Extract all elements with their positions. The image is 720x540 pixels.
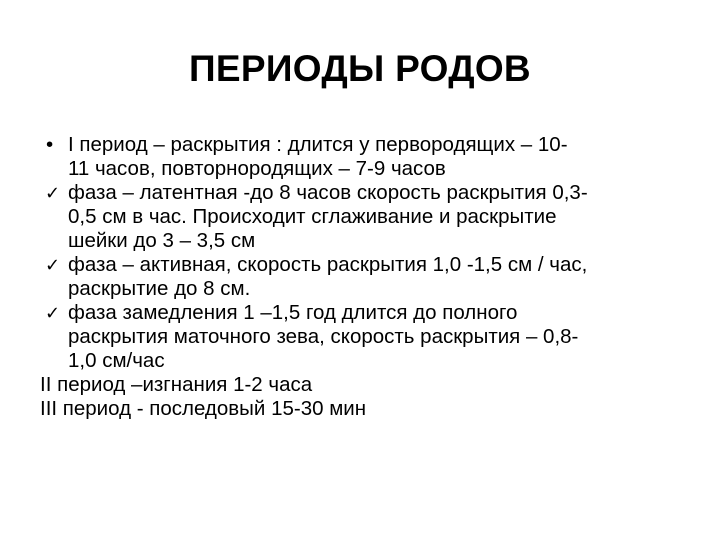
active-phase-line-2: раскрытие до 8 см.	[68, 277, 251, 300]
period-1-item	[40, 133, 702, 181]
period-1-line-2: 11 часов, повторнородящих – 7-9 часов	[68, 157, 446, 180]
period-2-line: II период –изгнания 1-2 часа	[40, 373, 313, 396]
checkmark-icon: ✓	[45, 303, 61, 323]
latent-phase-item	[40, 181, 702, 253]
deceleration-phase-line-1: фаза замедления 1 –1,5 год длится до полного	[68, 301, 518, 324]
period-3-line: III период - последовый 15-30 мин	[40, 397, 367, 420]
deceleration-phase-line-3: 1,0 см/час	[68, 349, 165, 372]
period-1-line-1: I период – раскрытия : длится у первородящих – 10-	[68, 133, 568, 156]
active-phase-item	[40, 253, 702, 301]
active-phase-line-1: фаза – активная, скорость раскрытия 1,0 -1,5 см / час,	[68, 253, 588, 276]
deceleration-phase-item	[40, 301, 702, 373]
bullet-icon: •	[46, 133, 54, 156]
checkmark-icon: ✓	[45, 183, 61, 203]
slide-title: ПЕРИОДЫ РОДОВ	[189, 48, 531, 89]
slide-content	[40, 133, 702, 421]
latent-phase-line-2: 0,5 см в час. Происходит сглаживание и раскрытие	[68, 205, 557, 228]
latent-phase-line-1: фаза – латентная -до 8 часов скорость раскрытия 0,3-	[68, 181, 588, 204]
deceleration-phase-line-2: раскрытия маточного зева, скорость раскрытия – 0,8-	[68, 325, 579, 348]
checkmark-icon: ✓	[45, 255, 61, 275]
latent-phase-line-3: шейки до 3 – 3,5 см	[68, 229, 256, 252]
